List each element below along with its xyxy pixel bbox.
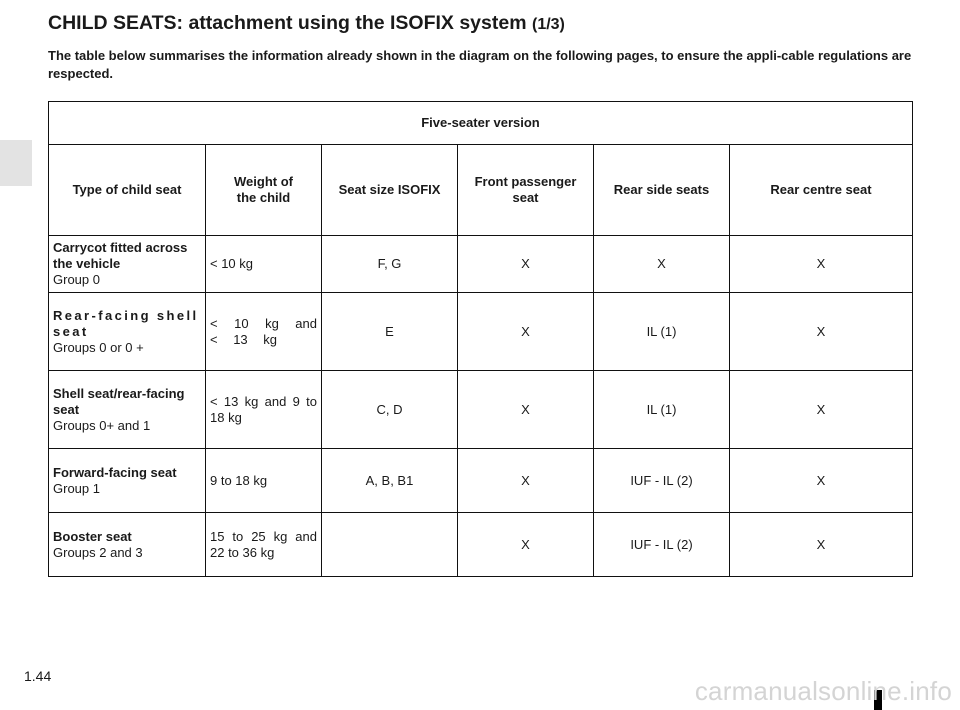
version-row xyxy=(49,102,913,145)
side-cell: IL (1) xyxy=(594,371,730,449)
front-cell: X xyxy=(458,236,594,293)
centre-cell: X xyxy=(730,449,913,513)
side-cell: IUF - IL (2) xyxy=(594,449,730,513)
header-row xyxy=(49,145,913,236)
front-cell: X xyxy=(458,449,594,513)
header-weight: Weight of the child xyxy=(206,145,322,236)
seat-type: Forward-facing seat xyxy=(53,464,177,480)
isofix-table xyxy=(48,101,913,577)
seat-group: Group 1 xyxy=(53,480,100,496)
centre-cell: X xyxy=(730,513,913,577)
table-row xyxy=(49,513,913,577)
header-size: Seat size ISOFIX xyxy=(322,145,458,236)
seat-group: Groups 0 or 0 + xyxy=(53,339,144,355)
weight-cell: < 13 kg and 9 to 18 kg xyxy=(206,371,322,449)
page-title xyxy=(48,12,565,35)
weight-cell: < 10 kg xyxy=(206,236,322,293)
version-heading: Five-seater version xyxy=(49,102,913,145)
size-cell: F, G xyxy=(322,236,458,293)
intro-paragraph: The table below summarises the information already shown in the diagram on the following pages, to ensure the appli-cable regulations are respected. xyxy=(48,48,912,81)
seat-type: Shell seat/rear-facing seat xyxy=(53,385,185,417)
page-number: 1.44 xyxy=(24,668,52,684)
weight-cell: 15 to 25 kg and 22 to 36 kg xyxy=(206,513,322,577)
size-cell: E xyxy=(322,293,458,371)
type-cell xyxy=(49,513,206,577)
type-cell xyxy=(49,236,206,293)
seat-type: Rear-facing shell seat xyxy=(53,307,199,339)
seat-group: Group 0 xyxy=(53,272,100,287)
title-text: CHILD SEATS: attachment using the ISOFIX system xyxy=(48,12,527,34)
watermark: carmanualsonline.info xyxy=(694,676,952,706)
weight-cell: < 10 kg and < 13 kg xyxy=(206,293,322,371)
seat-group: Groups 2 and 3 xyxy=(53,544,143,560)
type-cell xyxy=(49,449,206,513)
seat-type: Carrycot fitted across the vehicle xyxy=(53,240,188,271)
front-cell: X xyxy=(458,371,594,449)
seat-group: Groups 0+ and 1 xyxy=(53,417,151,433)
table-row xyxy=(49,236,913,293)
table-row xyxy=(49,371,913,449)
type-cell xyxy=(49,371,206,449)
weight-cell: 9 to 18 kg xyxy=(206,449,322,513)
side-cell: X xyxy=(594,236,730,293)
side-cell: IL (1) xyxy=(594,293,730,371)
centre-cell: X xyxy=(730,293,913,371)
table-row xyxy=(49,293,913,371)
header-front: Front passenger seat xyxy=(458,145,594,236)
front-cell: X xyxy=(458,293,594,371)
type-cell xyxy=(49,293,206,371)
size-cell: C, D xyxy=(322,371,458,449)
header-side: Rear side seats xyxy=(594,145,730,236)
seat-type: Booster seat xyxy=(53,528,132,544)
front-cell: X xyxy=(458,513,594,577)
chapter-side-tab xyxy=(0,140,32,186)
header-centre: Rear centre seat xyxy=(730,145,913,236)
centre-cell: X xyxy=(730,236,913,293)
centre-cell: X xyxy=(730,371,913,449)
size-cell: A, B, B1 xyxy=(322,449,458,513)
title-part: (1/3) xyxy=(531,16,565,33)
table-row xyxy=(49,449,913,513)
size-cell xyxy=(322,513,458,577)
side-cell: IUF - IL (2) xyxy=(594,513,730,577)
header-type: Type of child seat xyxy=(49,145,206,236)
